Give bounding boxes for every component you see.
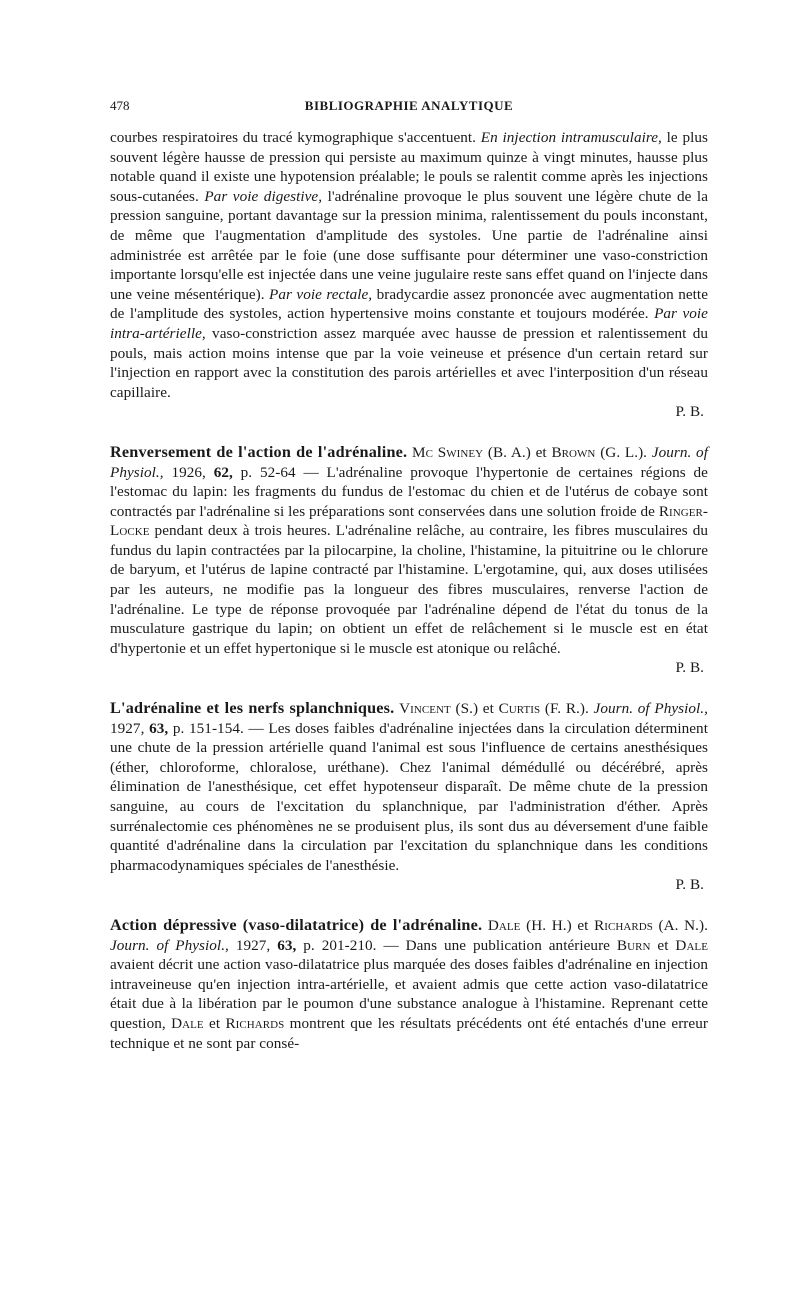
author-name: Dale [487,916,521,934]
entry-paragraph: Action dépressive (vaso-dilatatrice) de l'adrénaline. Dale (H. H.) et Richards (A. N.). Journ. of Physiol., 1927, 63, p. 201-210. — Dans une publication antérieure Burn et Dale avaient décrit une action vaso-dilatatrice plus marquée des doses faibles d'adrénaline en injection intraveineuse qu'en injection intra-artérielle, et avaient admis que cette action vaso-dilatatrice était due à la libération par le poumon d'une substance analogue à l'histamine. Reprenant cette question, Dale et Richards montrent que les résultats précédents ont été entachés d'une erreur technique et ne sont par consé- [110,915,708,1052]
entry-paragraph: Renversement de l'action de l'adrénaline. Mc Swiney (B. A.) et Brown (G. L.). Journ. of Physiol., 1926, 62, p. 52-64 — L'adrénaline provoque l'hypertonie de certaines régions de l'estomac du lapin: les fragments du fundus de l'estomac du chien et de l'utérus de cobaye sont contractés par l'adrénaline si les préparations sont conservées dans une solution froide de Ringer-Locke pendant deux à trois heures. L'adrénaline relâche, au contraire, les fibres musculaires du fundus du lapin contractées par la pilocarpine, la choline, l'histamine, la pituitrine ou le chlorure de baryum, et l'utérus de lapine contracté par l'histamine. L'ergotamine, qui, aux doses utilisées par les auteurs, ne modifie pas la longueur des fibres musculaires, renverse l'action de l'adrénaline. Le type de réponse provoquée par l'adrénaline dépend de l'état du tonus de la musculature gastrique du lapin; on obtient un effet de relâchement si le muscle est en état d'hypertonie et un effet hypertonique si le muscle est atonique ou relâché. [110,442,708,657]
volume: 62, [213,463,233,481]
signature: P. B. [675,403,704,421]
bibliography-entry [110,916,708,1053]
author-name: Richards [594,916,653,934]
author-name: Burn [616,936,651,954]
author-name: Ringer-Locke [110,502,708,540]
entry-title: L'adrénaline et les nerfs splanchniques. [110,699,395,718]
bibliography-entry [110,699,708,895]
journal-name: Journ. of Physiol., [593,700,708,718]
bibliography-entry [110,443,708,678]
running-title: BIBLIOGRAPHIE ANALYTIQUE [304,98,514,113]
author-name: Brown [551,443,596,461]
volume: 63, [277,936,297,954]
journal-name: Journ. of Physiol., [110,936,229,954]
volume: 63, [149,719,169,737]
author-name: Vincent [399,700,451,718]
continuation-paragraph: courbes respiratoires du tracé kymographique s'accentuent. En injection intramusculaire, le plus souvent légère hausse de pression qui persiste au maximum quinze à vingt minutes, hausse plus notable quand il existe une hypotension préalable; le pouls se ralentit comme après les injections sous-cutanées. Par voie digestive, l'adrénaline provoque le plus souvent une légère chute de la pression sanguine, portant davantage sur la pression minima, ralentissement du pouls inconstant, de même que l'augmentation d'amplitude des systoles. Une partie de l'adrénaline ainsi administrée est arrêtée par le foie (une dose suffisante pour déterminer une vaso-constriction importante lorsqu'elle est injectée dans une veine jugulaire reste sans effet quand on l'injecte dans une veine mésentérique). Par voie rectale, bradycardie assez prononcée avec augmentation nette de l'amplitude des systoles, action hypertensive moins constante et toujours modérée. Par voie intra-artérielle, vaso-constriction assez marquée avec hausse de pression et ralentissement du pouls, mais action moins intense que par la voie veineuse et présence d'un certain retard sur l'injection en rapport avec la constitution des parois artérielles et avec l'interposition d'un réseau capillaire. [110,129,708,401]
author-name: Richards [225,1014,285,1032]
author-name: Mc Swiney [412,443,484,461]
entry-title: Action dépressive (vaso-dilatatrice) de l'adrénaline. [110,915,483,934]
author-name: Curtis [498,700,541,718]
running-head [110,98,708,120]
signature: P. B. [675,876,704,894]
author-name: Dale [171,1014,204,1032]
author-name: Dale [675,936,708,954]
page-number: 478 [110,98,130,113]
journal-name: Journ. of Physiol., [110,443,708,481]
entry-title: Renversement de l'action de l'adrénaline. [110,442,408,461]
signature: P. B. [675,659,704,677]
entry-paragraph: L'adrénaline et les nerfs splanchniques. Vincent (S.) et Curtis (F. R.). Journ. of Physiol., 1927, 63, p. 151-154. — Les doses faibles d'adrénaline injectées dans la circulation déterminent une chute de la pression artérielle quand l'animal est sous l'influence de certains anesthésiques (éther, chloroforme, chloralose, uréthane). Chez l'animal démédullé ou décérébré, après élimination de l'anesthésique, cet effet hypotenseur disparaît. De même chute de la pression sanguine, au cours de l'excitation du splanchnique, par l'administration d'éther. Après surrénalectomie ces phénomènes ne se produisent plus, ils sont dus au déversement d'une faible quantité d'adrénaline dans la circulation par l'excitation du splanchnique dans les conditions pharmacodynamiques spéciales de l'anesthésie. [110,699,708,874]
